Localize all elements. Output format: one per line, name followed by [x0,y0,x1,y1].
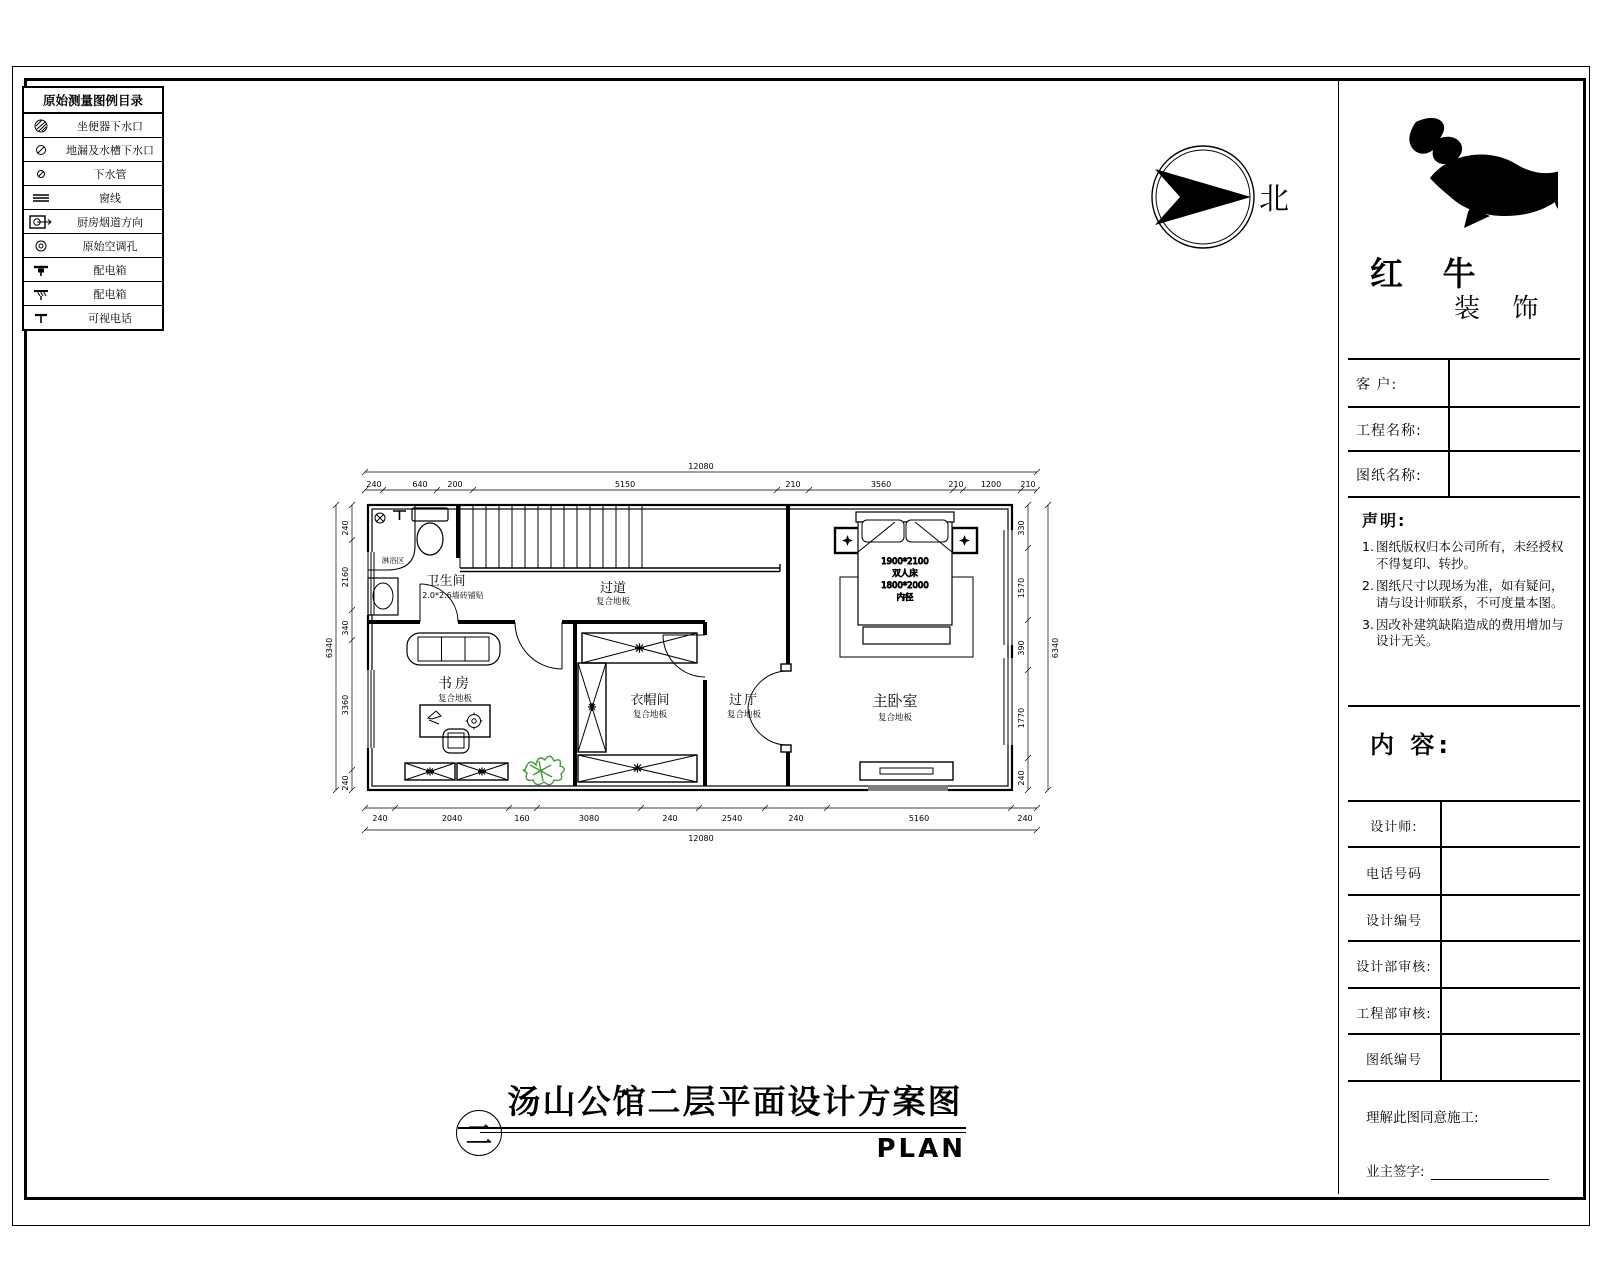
drawing-no-value [1440,1035,1580,1082]
room-name: 过厅 [728,693,760,708]
legend-row [24,258,162,282]
dim: 330 [1017,520,1026,536]
sofa [407,633,500,665]
ac-hole-icon [24,238,58,254]
dim: 200 [447,480,463,489]
design-no-value [1440,896,1580,942]
legend-label: 下水管 [93,167,127,181]
window-line-icon [24,190,58,206]
drawing-name-label: 图纸名称: [1356,468,1422,484]
floor-marker [456,1110,502,1156]
dim: 240 [788,814,804,823]
titleblock [1348,80,1580,1194]
dim-top-total: 12080 [688,462,714,471]
window-right-1 [1002,530,1014,645]
dim: 240 [662,814,678,823]
window-left-2 [366,670,374,748]
floor-drain-icon [24,142,58,158]
window-bottom-bedroom [868,784,948,792]
legend-box [22,86,164,331]
dim-bottom-total: 12080 [688,834,714,843]
legend-row [24,306,162,329]
toilet [412,508,448,555]
room-name: 书房 [438,676,472,692]
designer-row [1348,800,1580,848]
dim: 240 [1017,770,1026,786]
drawing-name-value [1448,452,1580,498]
shower-head-icon [375,511,406,523]
legend-row [24,234,162,258]
dim: 210 [785,480,801,489]
design-no-row [1348,894,1580,942]
dim: 1770 [1017,707,1026,729]
plant [523,756,564,784]
statement-section [1348,496,1580,705]
wardrobe-bottom [578,755,697,782]
tv-cabinet [860,762,953,780]
legend-label: 原始空调孔 [82,239,138,253]
client-row [1348,358,1580,408]
statement-text: 图纸版权归本公司所有，未经授权不得复印、转抄。 [1376,539,1564,571]
room-finish: 2.0*2.6墙砖铺贴 [422,591,484,600]
eng-audit-row [1348,987,1580,1035]
desk [420,705,490,737]
dim-left-total: 6340 [325,637,334,659]
floor-plan [325,440,1065,850]
legend-label: 坐便器下水口 [77,119,143,133]
dim: 5160 [908,814,930,823]
design-audit-value [1440,942,1580,989]
dim: 390 [1017,640,1026,656]
phone-label: 电话号码 [1365,866,1422,882]
bed-bench [863,627,950,644]
sign-label: 业主签字: [1366,1164,1425,1180]
video-phone-icon [24,310,58,326]
bed-note-line: 内径 [896,593,914,603]
brand-sub: 装 饰 [1454,294,1551,324]
dim: 240 [341,775,350,791]
room-name: 主卧室 [872,692,918,710]
titleblock-divider [1338,78,1339,1194]
study-cabinets [405,763,508,780]
legend-row [24,282,162,306]
dim: 3080 [578,814,600,823]
statement-item [1362,539,1570,573]
bed-note-line: 双人床 [892,569,918,579]
design-audit-row [1348,940,1580,989]
design-audit-label: 设计部审核: [1356,960,1432,975]
statement-item [1362,578,1570,612]
north-label: 北 [1259,182,1289,217]
project-value [1448,408,1580,452]
room-labels [422,573,917,723]
bedroom-double-door [748,664,791,752]
dim: 160 [514,814,530,823]
phone-row [1348,846,1580,896]
dim: 240 [366,480,382,489]
drawing-no-row [1348,1033,1580,1082]
statement-text: 因改补建筑缺陷造成的费用增加与设计无关。 [1376,616,1564,649]
designer-label: 设计师: [1370,819,1418,835]
dim: 240 [341,520,350,536]
legend-label: 地漏及水槽下水口 [66,143,154,157]
content-label: 内 容: [1370,731,1452,759]
legend-title: 原始测量图例目录 [24,88,162,114]
legend-row [24,210,162,234]
room-name: 卫生间 [426,574,466,589]
legend-label: 厨房烟道方向 [77,215,143,229]
floor-marker-label: 二 [465,1120,492,1151]
wardrobe-side [578,663,606,752]
legend-row [24,114,162,138]
bed-note-line: 1800*2000 [881,581,929,591]
room-name: 过道 [599,581,627,596]
room-finish: 复合地板 [595,597,631,607]
dim: 3560 [870,480,892,489]
room-finish: 复合地板 [877,713,913,723]
dim: 5150 [614,480,636,489]
dim: 640 [412,480,428,489]
staircase [460,505,780,572]
dim-right-total: 6340 [1051,637,1060,659]
content-section [1348,705,1580,800]
wardrobe-top [582,633,697,663]
client-label: 客 户: [1356,377,1398,393]
master-bedroom [835,512,977,780]
statement-no: 1. [1362,539,1374,554]
legend-label: 可视电话 [88,311,132,325]
corridor-door [515,622,562,669]
signature-line [1431,1165,1549,1180]
bed-note-line: 1900*2100 [881,557,929,567]
dim: 240 [1017,814,1033,823]
bathroom-door [420,584,458,622]
caption [440,1070,1000,1170]
legend-label: 配电箱 [93,287,127,301]
shower-note: 淋浴区 [381,556,405,565]
project-row [1348,406,1580,452]
dim: 340 [341,620,350,636]
dim: 1570 [1017,577,1026,599]
eng-audit-value [1440,989,1580,1035]
project-label: 工程名称: [1356,423,1422,439]
brand-name: 红 牛 [1370,254,1490,293]
room-name: 衣帽间 [630,693,670,708]
dim: 2540 [721,814,743,823]
agree-label: 理解此图同意施工: [1366,1110,1479,1126]
kitchen-flue-icon [24,213,58,231]
dim: 2040 [441,814,463,823]
designer-value [1440,802,1580,848]
statement-title: 声明: [1362,511,1407,530]
statement-item [1362,617,1570,651]
room-finish: 复合地板 [632,710,668,720]
caption-title: 汤山公馆二层平面设计方案图 [507,1082,963,1121]
dim: 210 [948,480,964,489]
legend-row [24,162,162,186]
dim: 2160 [341,566,350,588]
desk-chair [443,729,469,753]
eng-audit-label: 工程部审核: [1356,1006,1432,1022]
statement-text: 图纸尺寸以现场为准，如有疑问，请与设计师联系，不可度量本图。 [1376,577,1564,610]
statement-no: 2. [1362,577,1374,593]
legend-row [24,186,162,210]
signature-section [1348,1080,1580,1194]
north-arrow [1145,133,1305,265]
north-compass-icon [1152,146,1254,248]
power-box-2-icon [24,286,58,302]
caption-rule-1 [458,1127,966,1129]
toilet-drain-icon [24,118,58,134]
statement-no: 3. [1362,616,1374,632]
client-value [1448,360,1580,408]
plan-label: PLAN [876,1134,966,1164]
legend-row [24,138,162,162]
dim: 3360 [341,694,350,716]
design-no-label: 设计编号 [1365,913,1422,929]
dim: 210 [1020,480,1036,489]
window-left-1 [366,552,374,615]
room-finish: 复合地板 [437,694,473,704]
window-right-2 [1002,658,1014,745]
legend-label: 窗线 [99,191,121,205]
power-box-icon [24,262,58,278]
dim: 240 [372,814,388,823]
legend-label: 配电箱 [93,263,127,277]
downpipe-icon [24,166,58,182]
room-finish: 复合地板 [726,710,762,720]
drawing-name-row [1348,450,1580,498]
drawing-no-label: 图纸编号 [1365,1053,1422,1068]
phone-value [1440,848,1580,896]
dim: 1200 [980,480,1002,489]
study [405,633,564,785]
caption-rule-2 [480,1132,966,1133]
